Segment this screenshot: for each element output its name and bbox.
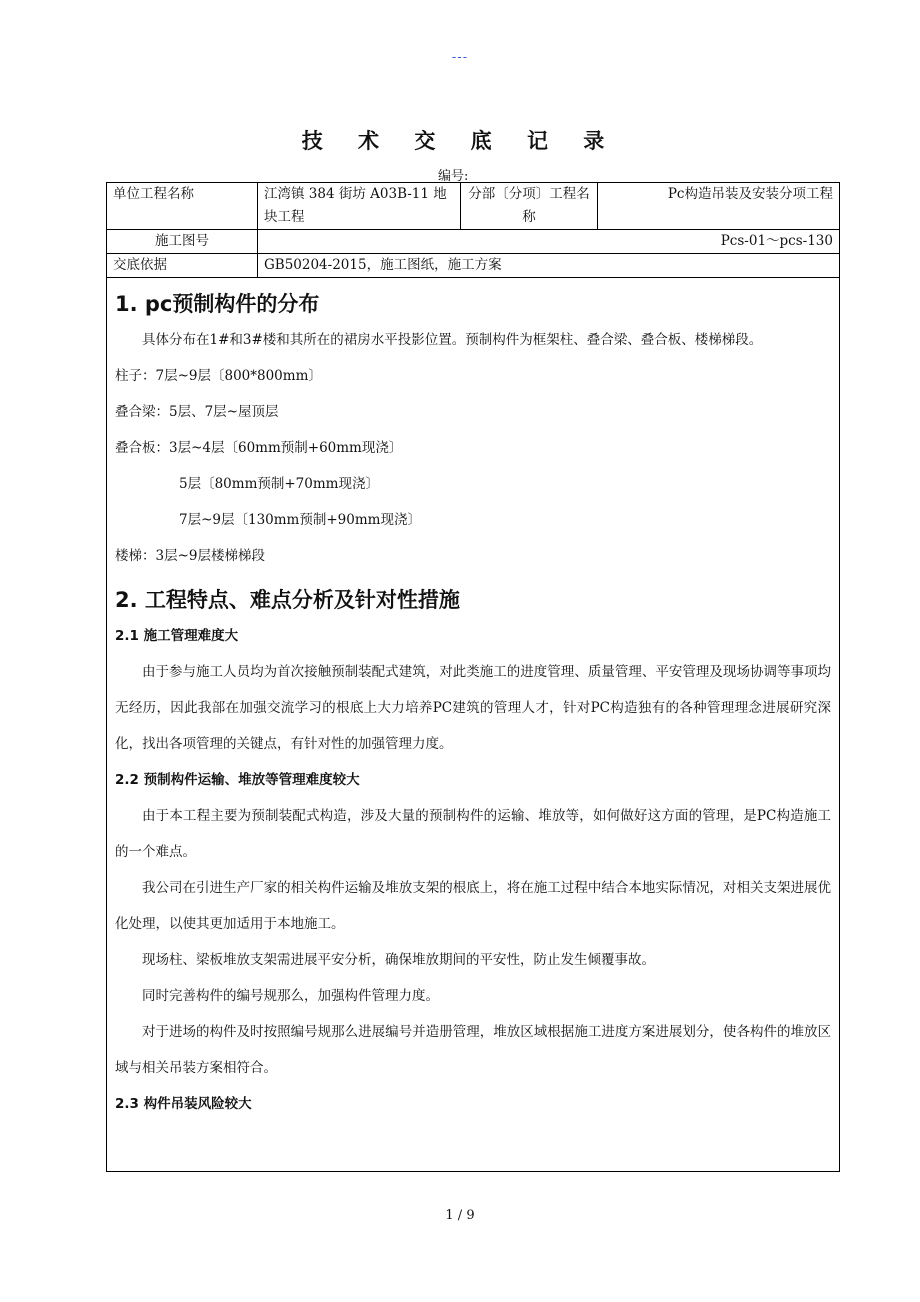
info-row-drawing: [107, 230, 839, 254]
section1-intro: 具体分布在1#和3#楼和其所在的裙房水平投影位置。预制构件为框架柱、叠合梁、叠合板、楼梯梯段。: [142, 332, 763, 348]
info-table: [107, 183, 839, 278]
basis-label: 交底依据: [107, 254, 258, 278]
beam-spec: 叠合梁：5层、7层~屋顶层: [115, 404, 279, 420]
section2-1-heading: 2.1 施工管理难度大: [115, 628, 239, 644]
info-row-basis: [107, 254, 839, 278]
document-title: 技 术 交 底 记 录: [301, 128, 619, 153]
record-content: [107, 286, 839, 1122]
section2-2-para-1: 由于本工程主要为预制装配式构造，涉及大量的预制构件的运输、堆放等，如何做好这方面的管理，是PC构造施工的一个难点。: [115, 808, 831, 860]
section2-heading: 2. 工程特点、难点分析及针对性措施: [115, 588, 460, 612]
drawing-no-label: 施工图号: [107, 230, 258, 254]
section2-2-para-2: 我公司在引进生产厂家的相关构件运输及堆放支架的根底上，将在施工过程中结合本地实际情况，对相关支架进展优化处理，以使其更加适用于本地施工。: [115, 880, 831, 932]
document-number-label: 编号:: [438, 169, 469, 184]
unit-project-label: 单位工程名称: [107, 183, 258, 230]
record-frame: [106, 182, 840, 1172]
section2-2-para-5: 对于进场的构件及时按照编号规那么进展编号并造册管理，堆放区域根据施工进度方案进展划分，使各构件的堆放区域与相关吊装方案相符合。: [115, 1024, 831, 1076]
sub-project-label: 分部〔分项〕工程名称: [461, 183, 598, 230]
drawing-no-value: Pcs-01～pcs-130: [258, 230, 840, 254]
section1-heading: 1. pc预制构件的分布: [115, 292, 320, 316]
slab-spec-2: 5层〔80mm预制+70mm现浇〕: [179, 476, 379, 492]
section2-2-para-3: 现场柱、梁板堆放支架需进展平安分析，确保堆放期间的平安性，防止发生倾覆事故。: [142, 952, 655, 968]
column-spec: 柱子：7层~9层〔800*800mm〕: [115, 368, 322, 384]
header-mark: ---: [451, 50, 469, 65]
stair-spec: 楼梯：3层~9层楼梯梯段: [115, 548, 265, 564]
sub-project-value: Pc构造吊装及安装分项工程: [598, 183, 840, 230]
basis-value: GB50204-2015，施工图纸，施工方案: [258, 254, 840, 278]
section2-3-heading: 2.3 构件吊装风险较大: [115, 1096, 252, 1112]
unit-project-value: 江湾镇 384 街坊 A03B-11 地块工程: [258, 183, 461, 230]
slab-spec-1: 叠合板：3层~4层〔60mm预制+60mm现浇〕: [115, 440, 403, 456]
info-row-project: [107, 183, 839, 230]
section2-2-heading: 2.2 预制构件运输、堆放等管理难度较大: [115, 772, 360, 788]
page-number: 1 / 9: [445, 1208, 475, 1223]
section2-1-text: 由于参与施工人员均为首次接触预制装配式建筑，对此类施工的进度管理、质量管理、平安管理及现场协调等事项均无经历，因此我部在加强交流学习的根底上大力培养PC建筑的管理人才，针对PC构造独有的各种管理理念进展研究深化，找出各项管理的关键点，有针对性的加强管理力度。: [115, 664, 831, 752]
slab-spec-3: 7层~9层〔130mm预制+90mm现浇〕: [179, 512, 421, 528]
section2-2-para-4: 同时完善构件的编号规那么，加强构件管理力度。: [142, 988, 439, 1004]
